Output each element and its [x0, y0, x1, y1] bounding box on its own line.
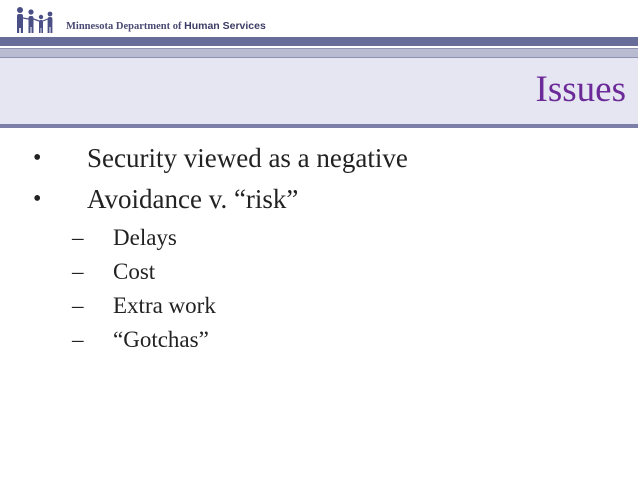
header-strip — [0, 0, 638, 36]
sub-bullet-item — [0, 257, 600, 287]
header-bar-dark — [0, 37, 638, 46]
sub-bullet-marker: – — [72, 259, 84, 284]
title-underline — [0, 124, 638, 128]
sub-bullet-text: “Gotchas” — [113, 327, 209, 352]
bullet-text: Security viewed as a negative — [87, 143, 408, 173]
sub-bullet-text: Delays — [113, 225, 177, 250]
slide-title: Issues — [535, 69, 626, 110]
bullet-text: Avoidance v. “risk” — [87, 184, 299, 214]
org-name-highlight: Human Services — [184, 20, 266, 32]
header-bar-light — [0, 48, 638, 58]
sub-bullet-text: Extra work — [113, 293, 216, 318]
bullet-item — [0, 140, 600, 176]
sub-bullet-item — [0, 291, 600, 321]
sub-bullet-marker: – — [72, 327, 84, 352]
org-name-prefix: Minnesota Department of — [66, 21, 182, 32]
bullet-item — [0, 181, 600, 217]
family-logo-icon — [14, 6, 60, 34]
sub-bullet-item — [0, 223, 600, 253]
bullet-marker: • — [33, 145, 42, 171]
bullet-marker: • — [33, 186, 42, 212]
sub-bullet-marker: – — [72, 225, 84, 250]
sub-bullet-item — [0, 325, 600, 355]
sub-bullet-text: Cost — [113, 259, 156, 284]
org-name — [66, 20, 266, 33]
sub-bullet-marker: – — [72, 293, 84, 318]
